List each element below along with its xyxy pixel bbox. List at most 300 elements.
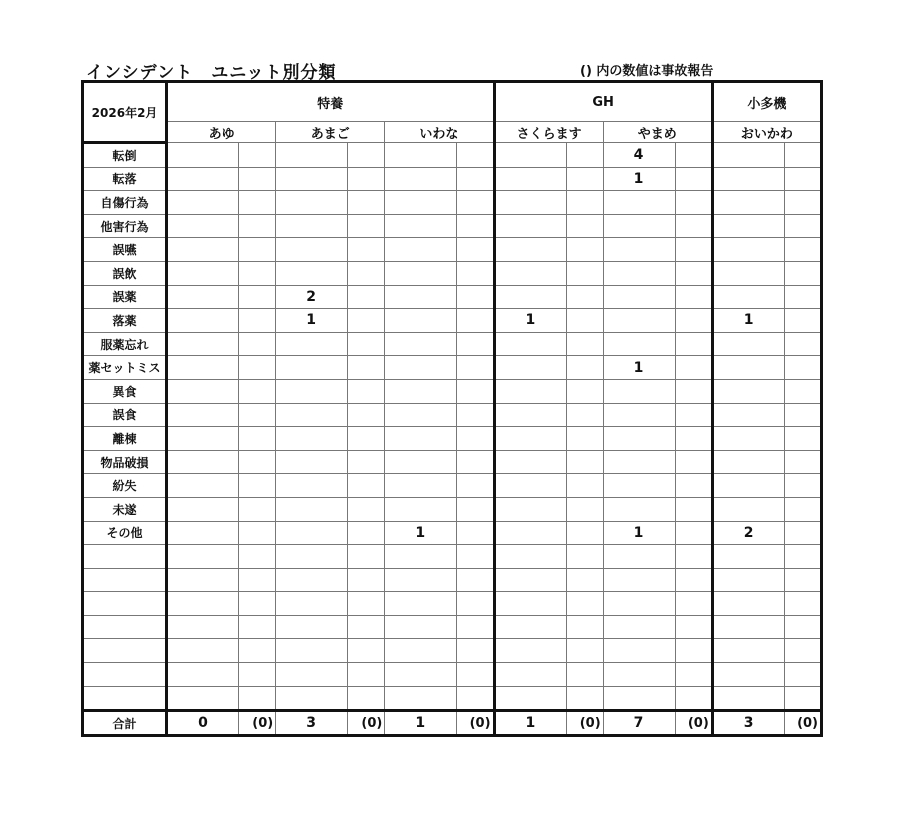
accident-cell <box>675 238 712 262</box>
accident-cell <box>784 545 821 569</box>
category-label: 転倒 <box>83 143 167 168</box>
category-label: 誤飲 <box>83 261 167 285</box>
count-cell <box>712 663 784 687</box>
accident-cell <box>566 686 603 711</box>
count-cell: 7 <box>603 711 675 736</box>
blank-row <box>83 568 822 592</box>
count-cell <box>712 545 784 569</box>
accident-cell <box>348 497 385 521</box>
accident-cell <box>675 497 712 521</box>
table-row <box>83 379 822 403</box>
accident-cell <box>784 261 821 285</box>
count-cell <box>276 356 348 380</box>
count-cell <box>167 497 239 521</box>
accident-cell <box>457 167 494 191</box>
count-cell <box>385 143 457 168</box>
blank-row <box>83 545 822 569</box>
accident-cell <box>457 474 494 498</box>
accident-cell <box>675 309 712 333</box>
count-cell <box>494 403 566 427</box>
accident-cell <box>566 214 603 238</box>
count-cell <box>603 450 675 474</box>
blank-row <box>83 639 822 663</box>
count-cell <box>167 379 239 403</box>
accident-cell <box>239 521 276 545</box>
accident-cell <box>784 332 821 356</box>
accident-cell <box>675 379 712 403</box>
unit-header: さくらます <box>494 122 603 143</box>
unit-header: やまめ <box>603 122 712 143</box>
table-row <box>83 521 822 545</box>
accident-cell <box>566 521 603 545</box>
count-cell <box>712 568 784 592</box>
count-cell <box>276 474 348 498</box>
accident-cell <box>784 356 821 380</box>
accident-cell <box>348 238 385 262</box>
blank-row <box>83 663 822 687</box>
accident-cell <box>239 309 276 333</box>
accident-cell <box>566 427 603 451</box>
category-label: その他 <box>83 521 167 545</box>
accident-cell <box>457 592 494 616</box>
count-cell <box>494 285 566 309</box>
count-cell <box>276 615 348 639</box>
count-cell <box>385 356 457 380</box>
count-cell <box>494 474 566 498</box>
accident-cell <box>239 379 276 403</box>
accident-cell <box>675 639 712 663</box>
count-cell <box>603 191 675 215</box>
accident-cell <box>784 615 821 639</box>
count-cell <box>603 285 675 309</box>
count-cell <box>276 639 348 663</box>
count-cell <box>385 545 457 569</box>
accident-cell <box>239 568 276 592</box>
accident-cell <box>675 686 712 711</box>
count-cell: 1 <box>494 711 566 736</box>
accident-cell <box>457 261 494 285</box>
category-label: 誤薬 <box>83 285 167 309</box>
table-row <box>83 214 822 238</box>
accident-cell <box>675 663 712 687</box>
count-cell <box>167 191 239 215</box>
count-cell <box>494 663 566 687</box>
count-cell <box>276 379 348 403</box>
accident-cell <box>675 568 712 592</box>
accident-cell <box>675 214 712 238</box>
table-row <box>83 403 822 427</box>
count-cell <box>494 450 566 474</box>
count-cell <box>712 450 784 474</box>
sheet-title: インシデント ユニット別分類 <box>86 63 337 83</box>
accident-cell <box>348 686 385 711</box>
count-cell <box>385 663 457 687</box>
accident-cell <box>784 686 821 711</box>
accident-cell <box>566 285 603 309</box>
accident-cell <box>784 427 821 451</box>
count-cell <box>603 568 675 592</box>
count-cell <box>494 427 566 451</box>
accident-cell <box>566 568 603 592</box>
category-label: 他害行為 <box>83 214 167 238</box>
accident-cell <box>784 568 821 592</box>
count-cell <box>712 497 784 521</box>
count-cell: 1 <box>603 356 675 380</box>
count-cell <box>712 285 784 309</box>
count-cell <box>385 592 457 616</box>
table-row <box>83 191 822 215</box>
count-cell <box>494 167 566 191</box>
accident-cell <box>348 167 385 191</box>
accident-cell <box>675 450 712 474</box>
count-cell <box>603 686 675 711</box>
count-cell <box>276 238 348 262</box>
category-label: 合計 <box>83 711 167 736</box>
category-label: 未遂 <box>83 497 167 521</box>
accident-cell <box>348 615 385 639</box>
accident-cell <box>675 261 712 285</box>
count-cell <box>276 497 348 521</box>
count-cell <box>712 143 784 168</box>
count-cell <box>385 686 457 711</box>
group-shotaki: 小多機 <box>712 82 821 122</box>
accident-cell <box>784 309 821 333</box>
accident-cell <box>239 332 276 356</box>
accident-cell <box>566 238 603 262</box>
accident-cell: (0) <box>675 711 712 736</box>
count-cell <box>276 214 348 238</box>
count-cell <box>385 427 457 451</box>
category-label <box>83 592 167 616</box>
count-cell <box>167 332 239 356</box>
group-tokuyou: 特養 <box>167 82 494 122</box>
accident-cell <box>784 191 821 215</box>
accident-cell <box>348 663 385 687</box>
accident-cell <box>784 592 821 616</box>
count-cell: 1 <box>385 521 457 545</box>
count-cell <box>167 686 239 711</box>
accident-cell <box>566 379 603 403</box>
accident-cell <box>239 545 276 569</box>
count-cell <box>494 332 566 356</box>
accident-cell <box>348 639 385 663</box>
count-cell <box>167 521 239 545</box>
count-cell <box>603 545 675 569</box>
accident-cell <box>239 214 276 238</box>
count-cell <box>385 497 457 521</box>
unit-header: おいかわ <box>712 122 821 143</box>
accident-cell: (0) <box>348 711 385 736</box>
accident-cell <box>239 167 276 191</box>
accident-cell <box>457 545 494 569</box>
count-cell: 3 <box>276 711 348 736</box>
category-label: 自傷行為 <box>83 191 167 215</box>
accident-cell <box>457 427 494 451</box>
accident-cell <box>457 403 494 427</box>
count-cell <box>712 686 784 711</box>
accident-cell <box>566 143 603 168</box>
accident-note: () 内の数値は事故報告 <box>580 64 714 79</box>
accident-cell <box>239 615 276 639</box>
count-cell <box>276 568 348 592</box>
table-row <box>83 332 822 356</box>
count-cell <box>494 356 566 380</box>
count-cell <box>167 214 239 238</box>
count-cell <box>712 238 784 262</box>
category-label <box>83 545 167 569</box>
accident-cell <box>784 450 821 474</box>
count-cell <box>385 261 457 285</box>
accident-cell <box>784 379 821 403</box>
count-cell <box>494 686 566 711</box>
count-cell <box>167 261 239 285</box>
accident-cell <box>566 403 603 427</box>
accident-cell <box>457 285 494 309</box>
count-cell: 1 <box>603 521 675 545</box>
accident-cell <box>566 191 603 215</box>
month-label: 2026年2月 <box>83 82 167 143</box>
count-cell <box>167 309 239 333</box>
accident-cell <box>675 521 712 545</box>
count-cell <box>603 403 675 427</box>
count-cell: 0 <box>167 711 239 736</box>
count-cell <box>167 545 239 569</box>
accident-cell <box>784 663 821 687</box>
count-cell <box>494 143 566 168</box>
accident-cell <box>239 285 276 309</box>
accident-cell <box>348 545 385 569</box>
count-cell <box>385 191 457 215</box>
count-cell <box>167 403 239 427</box>
count-cell <box>385 639 457 663</box>
accident-cell <box>675 285 712 309</box>
count-cell <box>276 167 348 191</box>
count-cell <box>167 568 239 592</box>
count-cell <box>603 615 675 639</box>
count-cell <box>167 663 239 687</box>
count-cell <box>712 474 784 498</box>
count-cell <box>276 545 348 569</box>
accident-cell <box>457 686 494 711</box>
count-cell: 2 <box>712 521 784 545</box>
count-cell <box>276 592 348 616</box>
accident-cell <box>784 474 821 498</box>
accident-cell <box>348 379 385 403</box>
accident-cell <box>675 332 712 356</box>
table-row <box>83 450 822 474</box>
count-cell <box>603 592 675 616</box>
accident-cell <box>566 261 603 285</box>
count-cell <box>276 332 348 356</box>
count-cell <box>712 379 784 403</box>
category-label: 誤食 <box>83 403 167 427</box>
count-cell <box>385 615 457 639</box>
accident-cell <box>784 238 821 262</box>
accident-cell <box>675 191 712 215</box>
count-cell <box>167 285 239 309</box>
count-cell <box>385 403 457 427</box>
count-cell: 1 <box>712 309 784 333</box>
accident-cell <box>566 497 603 521</box>
accident-cell: (0) <box>239 711 276 736</box>
accident-cell <box>348 474 385 498</box>
group-gh: GH <box>494 82 712 122</box>
accident-cell <box>348 592 385 616</box>
accident-cell <box>457 663 494 687</box>
accident-cell <box>675 427 712 451</box>
category-label: 離棟 <box>83 427 167 451</box>
category-label: 誤嚥 <box>83 238 167 262</box>
accident-cell: (0) <box>784 711 821 736</box>
count-cell <box>167 474 239 498</box>
category-label: 服薬忘れ <box>83 332 167 356</box>
accident-cell <box>457 191 494 215</box>
blank-row <box>83 615 822 639</box>
incident-table <box>81 80 823 737</box>
count-cell <box>603 639 675 663</box>
accident-cell <box>675 356 712 380</box>
accident-cell <box>348 450 385 474</box>
accident-cell <box>566 356 603 380</box>
accident-cell <box>457 332 494 356</box>
count-cell <box>494 261 566 285</box>
count-cell <box>712 214 784 238</box>
accident-cell <box>784 639 821 663</box>
count-cell <box>603 379 675 403</box>
accident-cell <box>239 474 276 498</box>
accident-cell <box>348 285 385 309</box>
accident-cell <box>566 309 603 333</box>
count-cell <box>385 568 457 592</box>
accident-cell <box>784 403 821 427</box>
count-cell <box>603 214 675 238</box>
count-cell <box>167 238 239 262</box>
count-cell <box>494 521 566 545</box>
table-row <box>83 356 822 380</box>
category-label <box>83 568 167 592</box>
accident-cell <box>239 143 276 168</box>
count-cell <box>385 450 457 474</box>
accident-cell <box>348 214 385 238</box>
count-cell <box>385 214 457 238</box>
count-cell <box>385 309 457 333</box>
accident-cell <box>675 403 712 427</box>
accident-cell <box>457 568 494 592</box>
count-cell: 1 <box>494 309 566 333</box>
accident-cell <box>348 309 385 333</box>
count-cell <box>603 261 675 285</box>
count-cell <box>276 191 348 215</box>
accident-cell <box>239 686 276 711</box>
count-cell <box>276 450 348 474</box>
accident-cell <box>566 474 603 498</box>
count-cell <box>167 167 239 191</box>
unit-header: いわな <box>385 122 494 143</box>
count-cell <box>603 309 675 333</box>
accident-cell <box>784 285 821 309</box>
category-label <box>83 686 167 711</box>
count-cell <box>603 332 675 356</box>
count-cell <box>712 191 784 215</box>
accident-cell <box>348 356 385 380</box>
accident-cell <box>239 639 276 663</box>
accident-cell <box>348 521 385 545</box>
accident-cell <box>348 568 385 592</box>
count-cell <box>712 639 784 663</box>
category-label: 落薬 <box>83 309 167 333</box>
count-cell <box>494 568 566 592</box>
count-cell <box>603 663 675 687</box>
count-cell <box>712 332 784 356</box>
count-cell <box>494 238 566 262</box>
category-label: 異食 <box>83 379 167 403</box>
accident-cell <box>239 238 276 262</box>
accident-cell <box>239 261 276 285</box>
accident-cell <box>348 191 385 215</box>
count-cell <box>494 639 566 663</box>
count-cell <box>276 427 348 451</box>
accident-cell <box>566 615 603 639</box>
accident-cell: (0) <box>457 711 494 736</box>
accident-cell <box>675 545 712 569</box>
accident-cell <box>566 332 603 356</box>
count-cell <box>494 379 566 403</box>
accident-cell <box>457 639 494 663</box>
accident-cell <box>457 615 494 639</box>
category-label: 薬セットミス <box>83 356 167 380</box>
accident-cell <box>784 521 821 545</box>
accident-cell <box>457 214 494 238</box>
count-cell <box>603 238 675 262</box>
accident-cell <box>239 427 276 451</box>
table-row <box>83 309 822 333</box>
count-cell <box>167 356 239 380</box>
accident-cell <box>457 356 494 380</box>
accident-cell <box>784 167 821 191</box>
table-row <box>83 261 822 285</box>
accident-cell <box>457 450 494 474</box>
count-cell <box>167 639 239 663</box>
accident-cell <box>348 261 385 285</box>
count-cell <box>712 167 784 191</box>
blank-row <box>83 686 822 711</box>
accident-cell <box>675 167 712 191</box>
count-cell <box>276 143 348 168</box>
category-label <box>83 615 167 639</box>
category-label <box>83 639 167 663</box>
accident-cell <box>675 592 712 616</box>
count-cell <box>494 592 566 616</box>
accident-cell <box>239 191 276 215</box>
unit-header: あまご <box>276 122 385 143</box>
accident-cell <box>348 427 385 451</box>
table-row <box>83 238 822 262</box>
count-cell <box>167 427 239 451</box>
accident-cell <box>457 497 494 521</box>
count-cell <box>494 497 566 521</box>
table-row <box>83 167 822 191</box>
table-row <box>83 143 822 168</box>
count-cell: 1 <box>276 309 348 333</box>
accident-cell <box>239 403 276 427</box>
accident-cell <box>566 663 603 687</box>
count-cell <box>712 592 784 616</box>
count-cell <box>494 615 566 639</box>
count-cell: 1 <box>603 167 675 191</box>
count-cell <box>712 615 784 639</box>
count-cell <box>276 261 348 285</box>
count-cell: 2 <box>276 285 348 309</box>
